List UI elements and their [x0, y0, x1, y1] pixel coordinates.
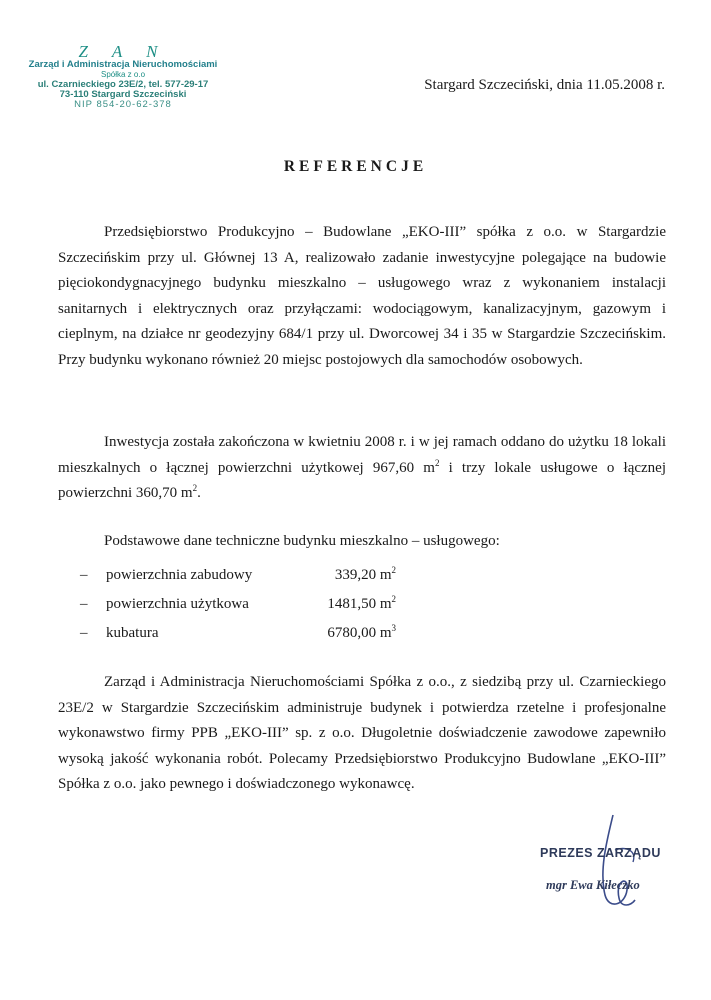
- paragraph-3-text: Podstawowe dane techniczne budynku mieszkalno – usługowego:: [104, 533, 500, 549]
- paragraph-4-text: Zarząd i Administracja Nieruchomościami Spółka z o.o., z siedzibą przy ul. Czarnieckiego 23E/2 w Stargardzie Szczecińskim administruje budynek i potwierdza rzetelne i profesjonalne wykonawstwo firmy PPB „EKO-III” sp. z o.o. Długoletnie doświadczenie zawodowe zapewniło wysoką jakość wykonania robót. Polecamy Przedsiębiorstwo Produkcyjno Budowlane „EKO-III” Spółka z o.o. jako pewnego i doświadczonego wykonawcę.: [58, 674, 666, 792]
- list-dash: –: [80, 625, 88, 641]
- unit-superscript: 2: [391, 565, 396, 575]
- paragraph-technical-intro: [58, 529, 666, 555]
- paragraph-2-part-1: Inwestycja została zakończona w kwietniu 2008 r. i w jej ramach oddano do użytku 18 lokali mieszkalnych o łącznej powierzchni użytkowej 967,60 m: [58, 434, 666, 476]
- spec-value-number: 6780,00 m: [327, 625, 392, 641]
- paragraph-intro: [58, 220, 666, 373]
- stamp-company-form: Spółka z o.o: [100, 70, 146, 79]
- spec-value: [294, 596, 396, 613]
- stamp-address: ul. Czarnieckiego 23E/2, tel. 577-29-17: [37, 79, 209, 90]
- spec-value-number: 339,20 m: [334, 567, 392, 583]
- place-and-date: Stargard Szczeciński, dnia 11.05.2008 r.: [424, 77, 665, 93]
- paragraph-2-part-2: i trzy lokale usługowe o łącznej powierzchni 360,70 m: [58, 459, 666, 501]
- spec-value-number: 1481,50 m: [327, 596, 392, 612]
- company-stamp: [18, 44, 228, 110]
- stamp-company-name: Zarząd i Administracja Nieruchomościami: [28, 59, 218, 70]
- stamp-nip: NIP 854-20-62-378: [74, 99, 172, 110]
- signatory-name: mgr Ewa Kiłeczko: [546, 878, 640, 892]
- paragraph-1-text: Przedsiębiorstwo Produkcyjno – Budowlane „EKO-III” spółka z o.o. w Stargardzie Szczecińskim przy ul. Głównej 13 A, realizowało zadanie inwestycyjne polegające na budowie pięciokondygnacyjnego budynku mieszkalno – usługowego wraz z wykonaniem instalacji sanitarnych i elektrycznych oraz przyłączami: wodociągowym, kanalizacyjnym, gazowym i cieplnym, na działce nr geodezyjny 684/1 przy ul. Dworcowej 34 i 35 w Stargardzie Szczecińskim. Przy budynku wykonano również 20 miejsc postojowych dla samochodów osobowych.: [58, 224, 666, 368]
- unit-superscript: 2: [391, 594, 396, 604]
- document-title: REFERENCJE: [283, 158, 428, 175]
- unit-superscript: 2: [192, 483, 198, 493]
- spec-value: [294, 625, 396, 642]
- unit-superscript: 3: [391, 623, 396, 633]
- signatory-role: PREZES ZARZĄDU: [540, 846, 661, 860]
- list-dash: –: [80, 567, 88, 583]
- unit-superscript: 2: [434, 457, 440, 468]
- spec-label: powierzchnia zabudowy: [106, 567, 253, 583]
- spec-label: powierzchnia użytkowa: [106, 596, 249, 612]
- paragraph-2-part-3: .: [197, 485, 201, 501]
- paragraph-recommendation: [58, 670, 666, 798]
- stamp-logo: Z A N: [78, 42, 168, 61]
- spec-label: kubatura: [106, 625, 159, 641]
- spec-value: [294, 567, 396, 584]
- paragraph-2-text: [58, 430, 666, 507]
- paragraph-investment: [58, 430, 666, 507]
- list-dash: –: [80, 596, 88, 612]
- stamp-city: 73-110 Stargard Szczeciński: [59, 89, 187, 100]
- signature-block: [540, 846, 661, 893]
